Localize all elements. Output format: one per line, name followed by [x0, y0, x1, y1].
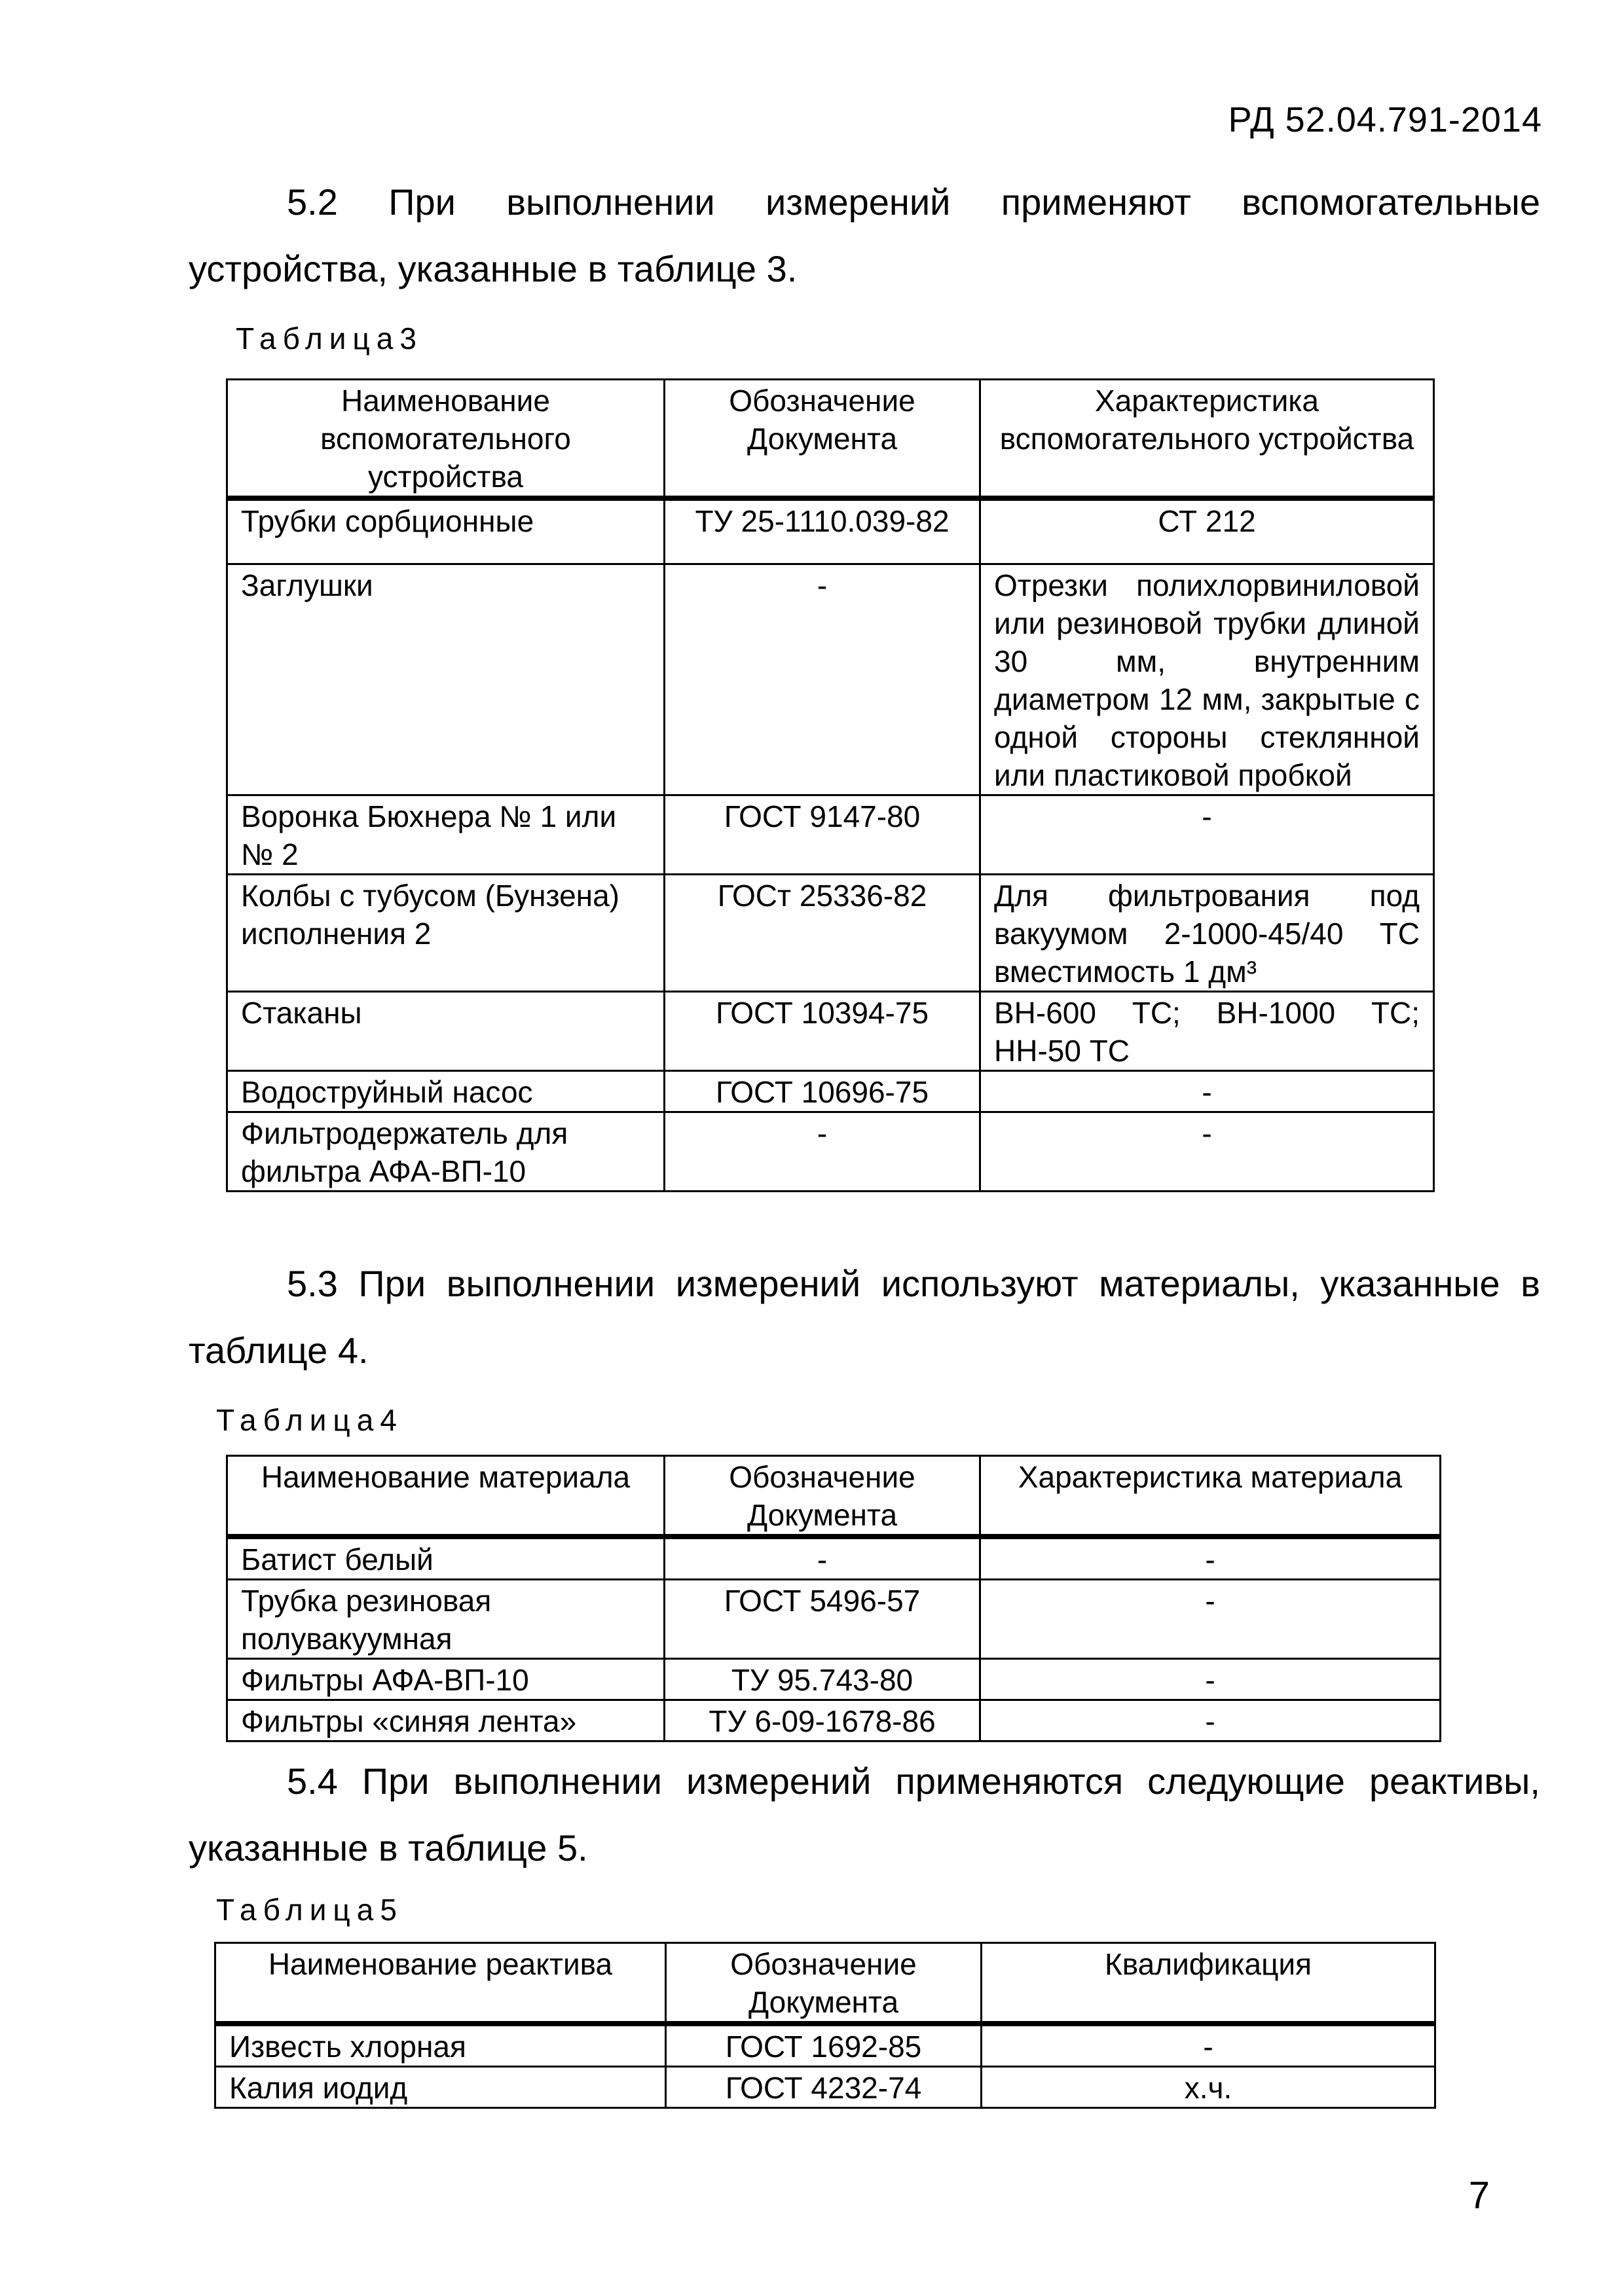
table-header-cell: Наименование материала	[227, 1456, 665, 1537]
table-row	[227, 1070, 1434, 1112]
table-cell: Калия иодид	[215, 2067, 666, 2108]
document-number: РД 52.04.791-2014	[1228, 100, 1542, 139]
table-header-row	[215, 1943, 1435, 2024]
table-cell: ГОСт 25336-82	[665, 874, 980, 991]
table-cell: -	[980, 1580, 1441, 1659]
table-row	[227, 991, 1434, 1070]
table-cell: ТУ 6-09-1678-86	[665, 1700, 980, 1741]
table-header-cell: Наименование вспомогательного устройства	[227, 380, 665, 499]
table-row	[227, 1112, 1434, 1191]
table-cell: ГОСТ 10394-75	[665, 991, 980, 1070]
table-cell: ГОСТ 1692-85	[666, 2024, 982, 2067]
table-header-row	[227, 380, 1434, 499]
table-cell: Воронка Бюхнера № 1 или № 2	[227, 795, 665, 874]
table-cell: -	[980, 1070, 1434, 1112]
table-cell: -	[980, 1537, 1441, 1580]
table-cell: х.ч.	[982, 2067, 1435, 2108]
table-header-cell: Наименование реактива	[215, 1943, 666, 2024]
table-row	[227, 1580, 1441, 1659]
table-header-cell: Характеристика материала	[980, 1456, 1441, 1537]
table-row	[227, 795, 1434, 874]
table-row	[215, 2067, 1435, 2108]
table-header-cell: Квалификация	[982, 1943, 1435, 2024]
table-header-cell: Обозначение Документа	[665, 380, 980, 499]
table-cell: Для фильтрования под вакуумом 2-1000-45/40 ТС вместимость 1 дм³	[980, 874, 1434, 991]
paragraph-5-2	[189, 169, 1540, 302]
table-cell: Фильтры «синяя лента»	[227, 1700, 665, 1741]
table-cell: ГОСТ 9147-80	[665, 795, 980, 874]
paragraph-5-3-text: 5.3 При выполнении измерений используют материалы, указанные в таблице 4.	[189, 1263, 1540, 1371]
table-cell: ГОСТ 5496-57	[665, 1580, 980, 1659]
table-4	[226, 1455, 1441, 1742]
table-cell: Колбы с тубусом (Бунзена) исполнения 2	[227, 874, 665, 991]
table-cell: Стаканы	[227, 991, 665, 1070]
table-header-cell: Обозначение Документа	[666, 1943, 982, 2024]
table-cell: ТУ 25-1110.039-82	[665, 498, 980, 564]
table-cell: ВН-600 ТС; ВН-1000 ТС; НН-50 ТС	[980, 991, 1434, 1070]
table-cell: -	[665, 1112, 980, 1191]
table-header-cell: Характеристика вспомогательного устройства	[980, 380, 1434, 499]
table-row	[227, 1700, 1441, 1741]
table-cell: -	[665, 564, 980, 795]
table-cell: Фильтры АФА-ВП-10	[227, 1659, 665, 1700]
table-row	[227, 874, 1434, 991]
table-cell: ГОСТ 4232-74	[666, 2067, 982, 2108]
table-cell: -	[980, 1112, 1434, 1191]
table-3	[226, 378, 1435, 1192]
table-cell: ТУ 95.743-80	[665, 1659, 980, 1700]
paragraph-5-2-text: 5.2 При выполнении измерений применяют вспомогательные устройства, указанные в таблице 3.	[189, 181, 1540, 289]
table-row	[227, 498, 1434, 564]
page-number: 7	[1468, 2174, 1490, 2217]
table-cell: Отрезки полихлорвиниловой или резиновой трубки длиной 30 мм, внутренним диаметром 12 мм, закрытые с одной стороны стеклянной или пластиковой пробкой	[980, 564, 1434, 795]
table-cell: -	[980, 795, 1434, 874]
table-row	[227, 1659, 1441, 1700]
table5-caption: Таблица5	[216, 1893, 403, 1927]
table3-caption: Таблица3	[236, 321, 423, 355]
paragraph-5-3	[189, 1250, 1540, 1384]
table-row	[215, 2024, 1435, 2067]
table4-caption: Таблица4	[216, 1403, 403, 1437]
table-cell: -	[665, 1537, 980, 1580]
table-row	[227, 1537, 1441, 1580]
table-cell: -	[980, 1700, 1441, 1741]
table-cell: Батист белый	[227, 1537, 665, 1580]
table-cell: СТ 212	[980, 498, 1434, 564]
table-cell: ГОСТ 10696-75	[665, 1070, 980, 1112]
table-cell: Трубка резиновая полувакуумная	[227, 1580, 665, 1659]
table-cell: Фильтродержатель для фильтра АФА-ВП-10	[227, 1112, 665, 1191]
table-5	[214, 1942, 1436, 2109]
table-cell: Трубки сорбционные	[227, 498, 665, 564]
table-cell: Водоструйный насос	[227, 1070, 665, 1112]
table-cell: Известь хлорная	[215, 2024, 666, 2067]
paragraph-5-4-text: 5.4 При выполнении измерений применяются следующие реактивы, указанные в таблице 5.	[189, 1760, 1540, 1868]
paragraph-5-4	[189, 1748, 1540, 1882]
table-cell: Заглушки	[227, 564, 665, 795]
table-row	[227, 564, 1434, 795]
table-header-cell: Обозначение Документа	[665, 1456, 980, 1537]
table-cell: -	[982, 2024, 1435, 2067]
table-cell: -	[980, 1659, 1441, 1700]
table-header-row	[227, 1456, 1441, 1537]
